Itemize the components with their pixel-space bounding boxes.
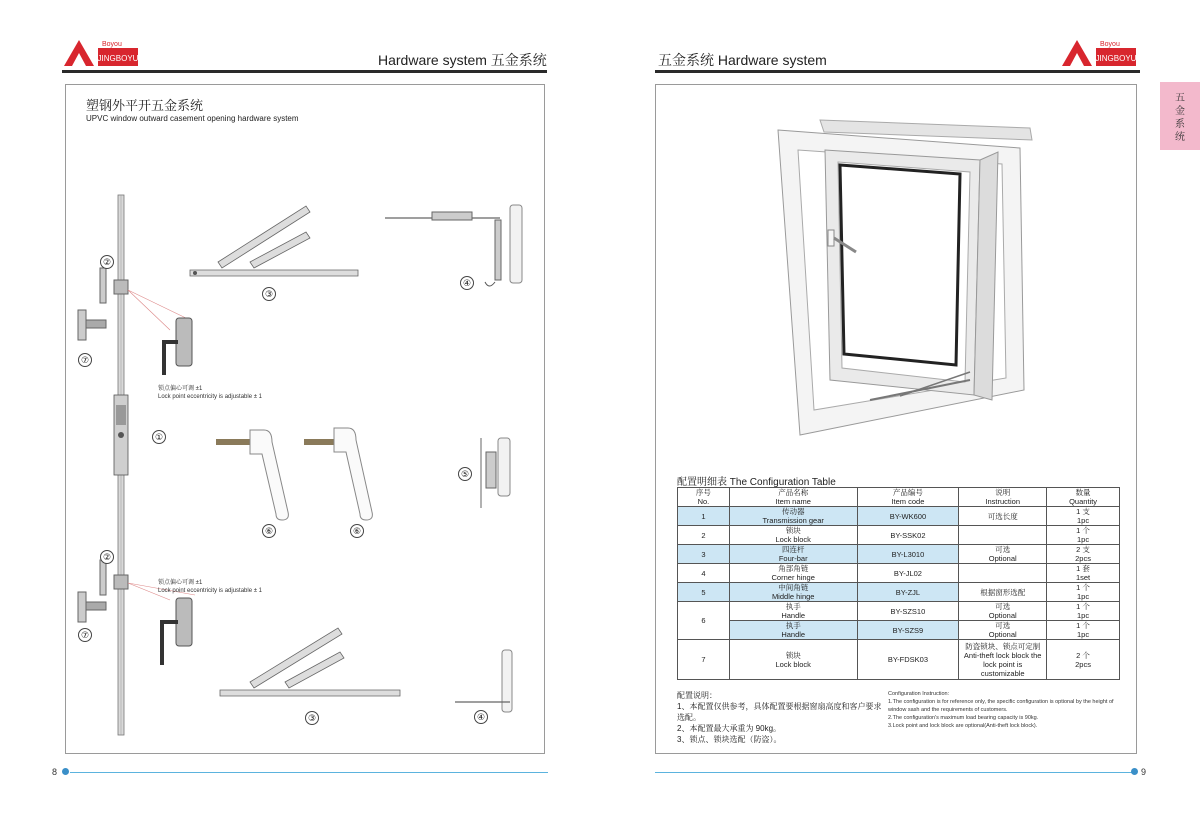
table-row: 6 执手 Handle BY-SZS10 可选 Optional 1 个 1pc — [678, 602, 1120, 621]
callout-2-top: ② — [100, 255, 114, 269]
right-footer-rule — [655, 772, 1133, 773]
callout-7-bottom: ⑦ — [78, 628, 92, 642]
table-header-row — [678, 488, 1120, 507]
section-title-cn: 塑钢外平开五金系统 — [86, 98, 204, 113]
left-footer-rule — [70, 772, 548, 773]
callout-1: ① — [152, 430, 166, 444]
callout-3-bottom: ③ — [305, 711, 319, 725]
brand-name-text-right: Boyou — [1100, 41, 1120, 48]
right-header-rule — [655, 70, 1140, 73]
right-footer-dot — [1131, 768, 1138, 775]
notes-en: Configuration Instruction: 1.The configuration is for reference only, the specific configuration is optional by the height of window sash and the requirements of customers. 2.The configuration's maximum load bearing capacity is 90kg. 3.Lock point and lock block are optional(Anti-theft lock block). — [888, 691, 1114, 729]
table-row: 执手 Handle BY-SZS9 可选 Optional 1 个 1pc — [678, 621, 1120, 640]
right-header-title: 五金系统 Hardware system — [658, 52, 827, 68]
configuration-table — [677, 487, 1120, 680]
table-row: 5 中间角链 Middle hinge BY-ZJL 根据窗形选配 1 个 1pc — [678, 583, 1120, 602]
th-item-code: 产品编号 Item code — [857, 488, 959, 507]
th-no: 序号 No. — [678, 488, 730, 507]
window-illustration — [770, 110, 1040, 440]
lock-note-en-bottom: Lock point eccentricity is adjustable ± 1 — [158, 588, 263, 594]
callout-6-left: ⑥ — [262, 524, 276, 538]
config-table-title: 配置明细表 The Configuration Table — [677, 477, 836, 488]
section-title-en: UPVC window outward casement opening hardware system — [86, 114, 299, 123]
lock-note-en-top: Lock point eccentricity is adjustable ± 1 — [158, 394, 263, 400]
hardware-diagram — [70, 190, 540, 740]
callout-3-top: ③ — [262, 287, 276, 301]
section-side-tab: 五金系统 — [1160, 82, 1200, 150]
left-header-rule — [62, 70, 547, 73]
brand-logo — [62, 36, 142, 70]
callout-2-bottom: ② — [100, 550, 114, 564]
table-row: 1 传动器 Transmission gear BY-WK600 可选长度 1 支 1pc — [678, 507, 1120, 526]
table-row: 7 锁块 Lock block BY-FDSK03 防盗锁块、锁点可定制 Anti-theft lock block the lock point is customizable 2 个 2pcs — [678, 640, 1120, 680]
th-instruction: 说明 Instruction — [959, 488, 1047, 507]
callout-6-right: ⑥ — [350, 524, 364, 538]
brand-sub-text: JINGBOYU — [97, 54, 139, 63]
left-footer-dot — [62, 768, 69, 775]
lock-note-cn-bottom: 锁点偏心可调 ±1 — [158, 580, 203, 586]
table-row: 2 锁块 Lock block BY-SSK02 1 个 1pc — [678, 526, 1120, 545]
brand-name-text: Boyou — [102, 41, 122, 48]
table-row: 4 角部角链 Corner hinge BY-JL02 1 套 1set — [678, 564, 1120, 583]
left-page-number: 8 — [52, 767, 58, 777]
th-item-name: 产品名称 Item name — [729, 488, 857, 507]
callout-4-top: ④ — [460, 276, 474, 290]
brand-sub-text-right: JINGBOYU — [1095, 54, 1137, 63]
right-page-number: 9 — [1141, 767, 1147, 777]
notes-cn: 配置说明： 1、本配置仅供参考，具体配置要根据窗扇高度和客户要求选配。 2、本配置最大承重为 90kg。 3、锁点、锁块选配（防盗）。 — [677, 691, 882, 744]
lock-note-cn-top: 锁点偏心可调 ±1 — [158, 386, 203, 392]
left-header-title: Hardware system 五金系统 — [378, 52, 547, 68]
th-quantity: 数量 Quantity — [1047, 488, 1120, 507]
callout-7-top: ⑦ — [78, 353, 92, 367]
table-row: 3 四连杆 Four-bar BY-L3010 可选 Optional 2 支 2pcs — [678, 545, 1120, 564]
brand-logo-right — [1060, 36, 1140, 70]
callout-5: ⑤ — [458, 467, 472, 481]
callout-4-bottom: ④ — [474, 710, 488, 724]
